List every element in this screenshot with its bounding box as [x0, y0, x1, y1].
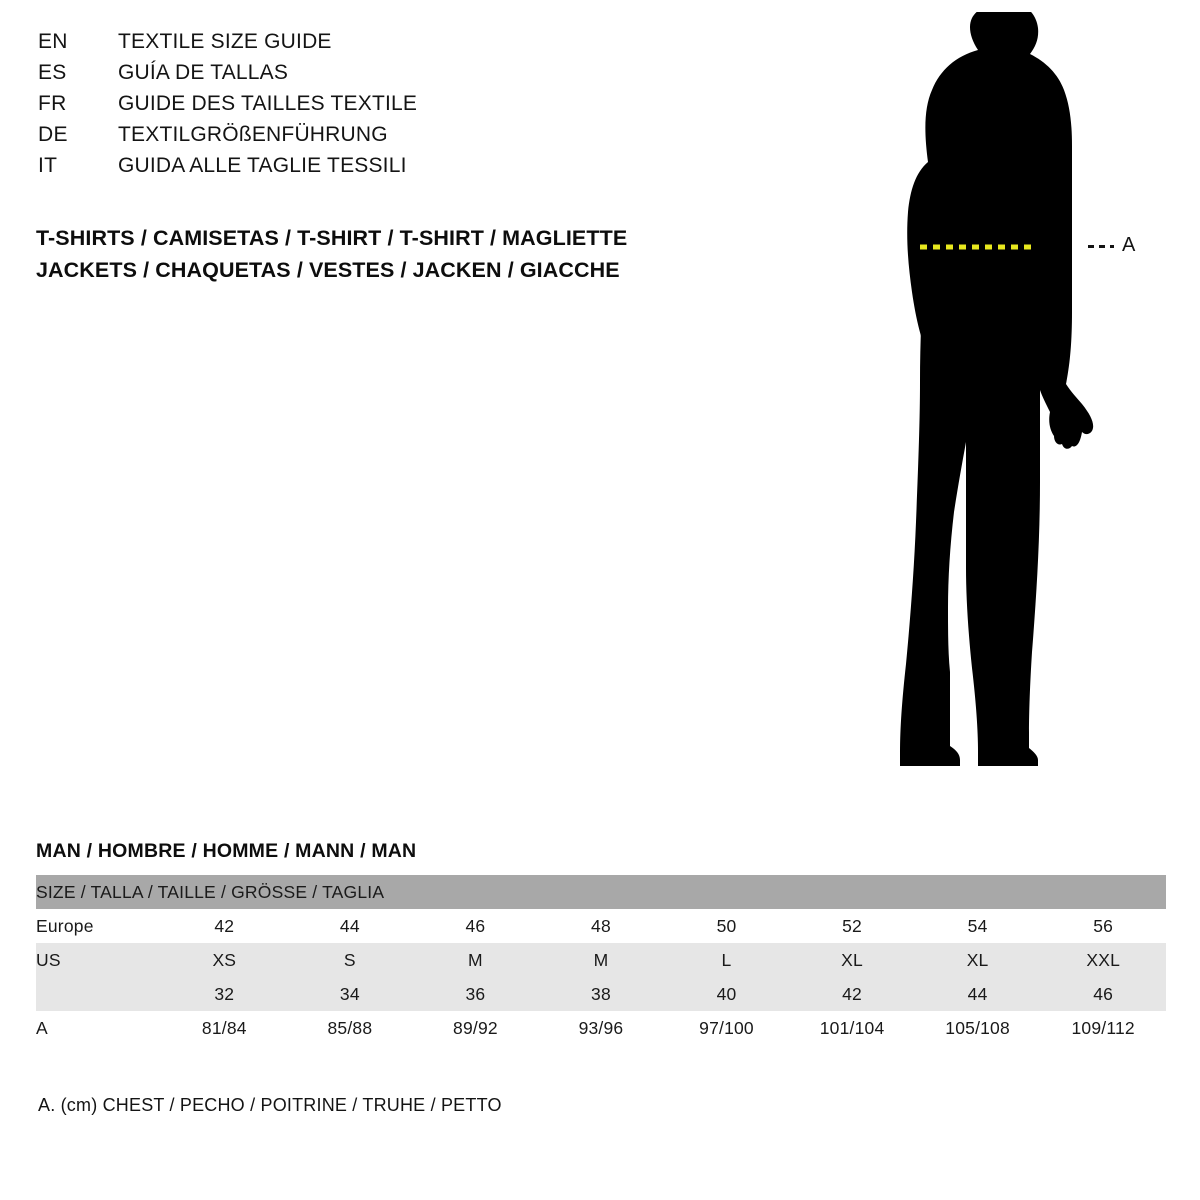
table-cell: 54 [915, 909, 1041, 943]
table-cell: 52 [789, 909, 915, 943]
table-footnote: A. (cm) CHEST / PECHO / POITRINE / TRUHE / PETTO [38, 1095, 502, 1115]
table-cell: 36 [413, 977, 539, 1011]
table-cell: 101/104 [789, 1011, 915, 1045]
table-cell: M [413, 943, 539, 977]
language-row [38, 123, 738, 154]
table-cell: 97/100 [664, 1011, 790, 1045]
table-cell: XL [915, 943, 1041, 977]
table-cell: 48 [538, 909, 664, 943]
size-table-section [36, 840, 1166, 1045]
table-header-row [36, 875, 1166, 909]
table-cell: 38 [538, 977, 664, 1011]
table-cell: 89/92 [413, 1011, 539, 1045]
table-cell: XL [789, 943, 915, 977]
language-title: GUIDA ALLE TAGLIE TESSILI [118, 154, 407, 177]
measure-label-a: A [1122, 234, 1136, 256]
row-label: US [36, 943, 162, 977]
table-cell: 50 [664, 909, 790, 943]
language-code: IT [38, 154, 58, 177]
figure-illustration [820, 12, 1180, 792]
table-cell: L [664, 943, 790, 977]
table-row [36, 977, 1166, 1011]
table-cell: 42 [162, 909, 288, 943]
language-code: EN [38, 30, 68, 53]
language-title: TEXTILE SIZE GUIDE [118, 30, 332, 53]
table-cell: M [538, 943, 664, 977]
table-cell: 93/96 [538, 1011, 664, 1045]
language-code: DE [38, 123, 68, 146]
language-row [38, 30, 738, 61]
table-cell: 44 [915, 977, 1041, 1011]
table-row [36, 909, 1166, 943]
table-cell: 56 [1040, 909, 1166, 943]
language-row [38, 61, 738, 92]
table-cell: 40 [664, 977, 790, 1011]
table-cell: 44 [287, 909, 413, 943]
size-table [36, 875, 1166, 1045]
table-cell: 81/84 [162, 1011, 288, 1045]
table-cell: S [287, 943, 413, 977]
man-silhouette-icon [820, 12, 1180, 792]
category-tshirts: T-SHIRTS / CAMISETAS / T-SHIRT / T-SHIRT / MAGLIETTE [36, 226, 628, 250]
table-cell: XXL [1040, 943, 1166, 977]
language-title: TEXTILGRÖßENFÜHRUNG [118, 123, 388, 146]
table-cell: 42 [789, 977, 915, 1011]
language-title: GUIDE DES TAILLES TEXTILE [118, 92, 418, 115]
language-code: FR [38, 92, 67, 115]
measure-leader-dashes [1088, 245, 1114, 248]
row-label: Europe [36, 909, 162, 943]
table-row [36, 1011, 1166, 1045]
table-section-title: MAN / HOMBRE / HOMME / MANN / MAN [36, 840, 417, 862]
language-row [38, 92, 738, 123]
table-header-label: SIZE / TALLA / TAILLE / GRÖSSE / TAGLIA [36, 875, 1166, 909]
table-cell: 105/108 [915, 1011, 1041, 1045]
language-header-block [38, 30, 738, 185]
row-label [36, 977, 162, 1011]
row-label: A [36, 1011, 162, 1045]
language-title: GUÍA DE TALLAS [118, 61, 289, 84]
table-cell: 46 [1040, 977, 1166, 1011]
language-code: ES [38, 61, 67, 84]
table-cell: 85/88 [287, 1011, 413, 1045]
category-block [36, 222, 796, 286]
table-cell: XS [162, 943, 288, 977]
category-jackets: JACKETS / CHAQUETAS / VESTES / JACKEN / GIACCHE [36, 258, 620, 282]
table-cell: 34 [287, 977, 413, 1011]
language-row [38, 154, 738, 185]
table-row [36, 943, 1166, 977]
table-cell: 109/112 [1040, 1011, 1166, 1045]
table-cell: 32 [162, 977, 288, 1011]
table-cell: 46 [413, 909, 539, 943]
